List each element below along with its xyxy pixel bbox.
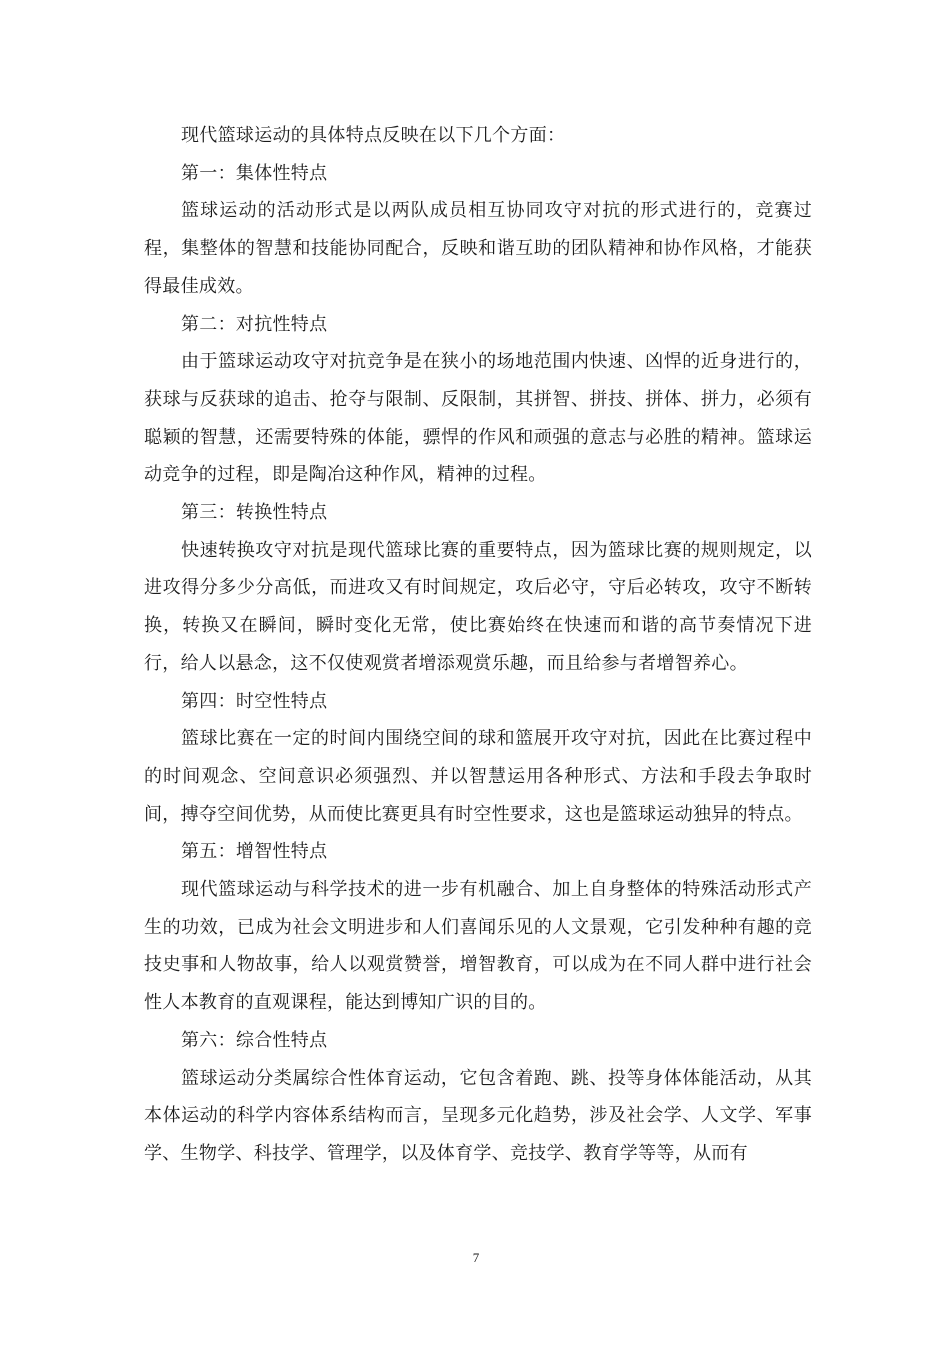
- document-body: [144, 117, 812, 1173]
- section-heading-2: 第二：对抗性特点: [181, 313, 328, 335]
- section-body-6: 篮球运动分类属综合性体育运动，它包含着跑、跳、投等身体体能活动，从其本体运动的科学内容体系结构而言，呈现多元化趋势，涉及社会学、人文学、军事学、生物学、科技学、管理学，以及体育学、竞技学、教育学等等，从而有: [144, 1067, 812, 1164]
- section-body-2: 由于篮球运动攻守对抗竞争是在狭小的场地范围内快速、凶悍的近身进行的，获球与反获球的追击、抢夺与限制、反限制，其拼智、拼技、拼体、拼力，必须有聪颖的智慧，还需要特殊的体能，骠悍的作风和顽强的意志与必胜的精神。篮球运动竞争的过程，即是陶冶这种作风，精神的过程。: [144, 351, 812, 486]
- section-heading-3: 第三：转换性特点: [181, 502, 328, 524]
- section-body-4: 篮球比赛在一定的时间内围绕空间的球和篮展开攻守对抗，因此在比赛过程中的时间观念、空间意识必须强烈、并以智慧运用各种形式、方法和手段去争取时间，搏夺空间优势，从而使比赛更具有时空性要求，这也是篮球运动独异的特点。: [144, 728, 812, 825]
- section-body-1: 篮球运动的活动形式是以两队成员相互协同攻守对抗的形式进行的，竞赛过程，集整体的智慧和技能协同配合，反映和谐互助的团队精神和协作风格，才能获得最佳成效。: [144, 200, 812, 297]
- section-heading-1: 第一：集体性特点: [181, 162, 328, 184]
- intro-paragraph: 现代篮球运动的具体特点反映在以下几个方面：: [181, 125, 566, 146]
- section-body-3: 快速转换攻守对抗是现代篮球比赛的重要特点，因为篮球比赛的规则规定，以进攻得分多少分高低，而进攻又有时间规定，攻后必守，守后必转攻，攻守不断转换，转换又在瞬间，瞬时变化无常，使比赛始终在快速而和谐的高节奏情况下进行，给人以悬念，这不仅使观赏者增添观赏乐趣，而且给参与者增智养心。: [144, 539, 812, 674]
- section-heading-4: 第四：时空性特点: [181, 690, 328, 712]
- section-heading-6: 第六：综合性特点: [181, 1029, 328, 1051]
- section-heading-5: 第五：增智性特点: [181, 841, 328, 863]
- page-number: 7: [472, 1250, 480, 1265]
- section-body-5: 现代篮球运动与科学技术的进一步有机融合、加上自身整体的特殊活动形式产生的功效，已成为社会文明进步和人们喜闻乐见的人文景观，它引发种种有趣的竞技史事和人物故事，给人以观赏赞誉，增智教育，可以成为在不同人群中进行社会性人本教育的直观课程，能达到博知广识的目的。: [144, 879, 812, 1014]
